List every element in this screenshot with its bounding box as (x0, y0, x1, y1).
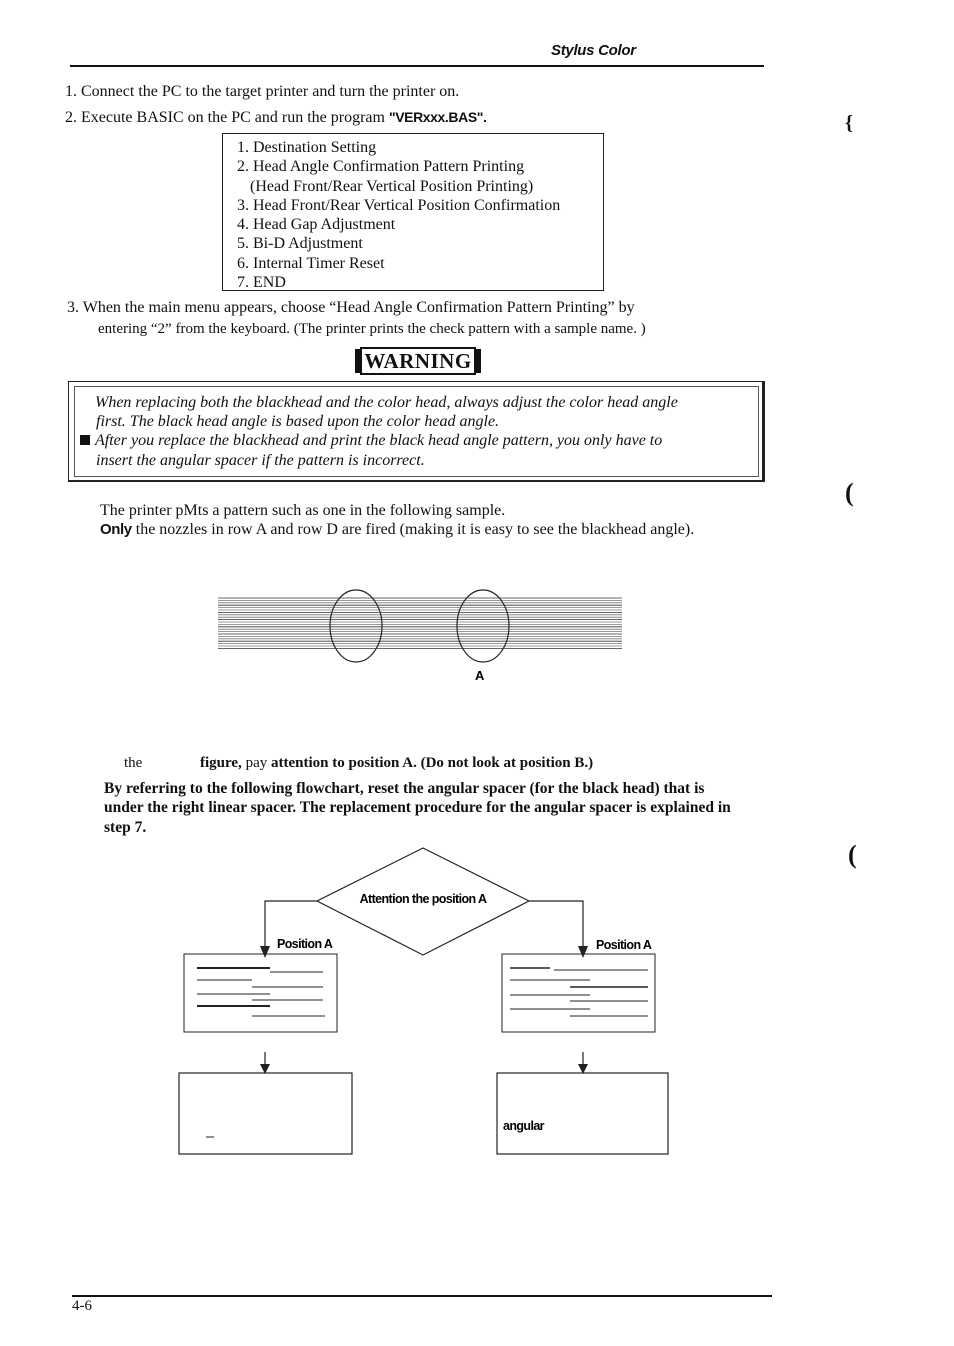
menu-item-destination: 1. Destination Setting (237, 139, 377, 156)
menu-item-head-gap: 4. Head Gap Adjustment (237, 216, 396, 234)
page-number: 4-6 (72, 1298, 92, 1314)
menu-item-head-angle-sub: (Head Front/Rear Vertical Position Printing) (250, 177, 534, 195)
menu-list (223, 138, 603, 292)
left-branch-label: Position A (277, 937, 333, 951)
right-sample-lines (510, 968, 648, 1016)
warning-line-4: insert the angular spacer if the pattern is incorrect. (96, 452, 425, 469)
right-sample-box (502, 954, 655, 1032)
step-1: 1. Connect the PC to the target printer and turn the printer on. (65, 83, 460, 100)
margin-bracket-mark-2: ( (845, 478, 854, 507)
program-name: "VERxxx.BAS". (388, 109, 487, 125)
flowchart (170, 840, 680, 1160)
step-3-line-2: entering “2” from the keyboard. (The printer prints the check pattern with a sample name. ) (98, 321, 646, 337)
menu-item-timer-reset: 6. Internal Timer Reset (237, 254, 385, 272)
menu-item-end: 7. END (237, 274, 286, 292)
right-result-box (497, 1073, 668, 1154)
right-branch-arrow (578, 946, 588, 958)
menu-item-head-angle: 2. Head Angle Confirmation Pattern Printing (237, 158, 525, 176)
right-result-label: angular (503, 1119, 544, 1133)
decision-label: Attention the position A (359, 892, 487, 906)
warning-line-2: first. The black head angle is based upon the color head angle. (96, 413, 500, 430)
warning-badge-text: WARNING (360, 347, 475, 375)
running-header-title: Stylus Color (551, 42, 636, 59)
nozzle-note (100, 521, 694, 539)
attention-text: attention to position A. (Do not look at position B.) (270, 755, 594, 771)
pattern-stripes (218, 598, 622, 648)
nozzle-note-text: the nozzles in row A and row D are fired (making it is easy to see the blackhead angle). (131, 521, 695, 538)
step-2 (65, 109, 487, 127)
position-a-label: A (475, 668, 485, 683)
step-3-line-1: 3. When the main menu appears, choose “Head Angle Confirmation Pattern Printing” by (67, 299, 635, 316)
pay-word: pay (241, 755, 271, 771)
warning-bullet (80, 435, 90, 445)
margin-bracket-mark-1: { (845, 112, 853, 134)
margin-bracket-mark-3: ( (848, 840, 857, 869)
sample-pattern-figure (214, 584, 626, 684)
figure-word: figure, (200, 755, 242, 771)
only-word: Only (100, 521, 132, 538)
header-rule (70, 65, 764, 67)
flowchart-intro-3: step 7. (104, 819, 147, 836)
basic-menu-box (222, 133, 604, 291)
warning-line-3: After you replace the blackhead and print the black head angle pattern, you only have to (95, 432, 663, 449)
right-branch-line (529, 901, 583, 951)
left-result-box (179, 1073, 352, 1154)
warning-badge (355, 349, 481, 373)
warning-line-1: When replacing both the blackhead and the color head, always adjust the color head angle (95, 394, 678, 411)
left-sample-box (184, 954, 337, 1032)
flowchart-intro-1: By referring to the following flowchart, reset the angular spacer (for the black head) that is (104, 780, 705, 797)
menu-item-vertical-confirm: 3. Head Front/Rear Vertical Position Confirmation (237, 196, 561, 214)
right-branch-label: Position A (596, 938, 652, 952)
instruction-the: the (124, 755, 143, 771)
left-branch-arrow (260, 946, 270, 958)
footer-rule (72, 1295, 772, 1297)
step-2-text: 2. Execute BASIC on the PC and run the program (65, 109, 389, 126)
pattern-intro: The printer pMts a pattern such as one in the following sample. (100, 502, 506, 519)
menu-item-bid: 5. Bi-D Adjustment (237, 235, 363, 253)
left-sample-lines (197, 968, 325, 1016)
flowchart-intro-2: under the right linear spacer. The replacement procedure for the angular spacer is explained in (104, 799, 731, 816)
instruction-line (200, 755, 593, 772)
